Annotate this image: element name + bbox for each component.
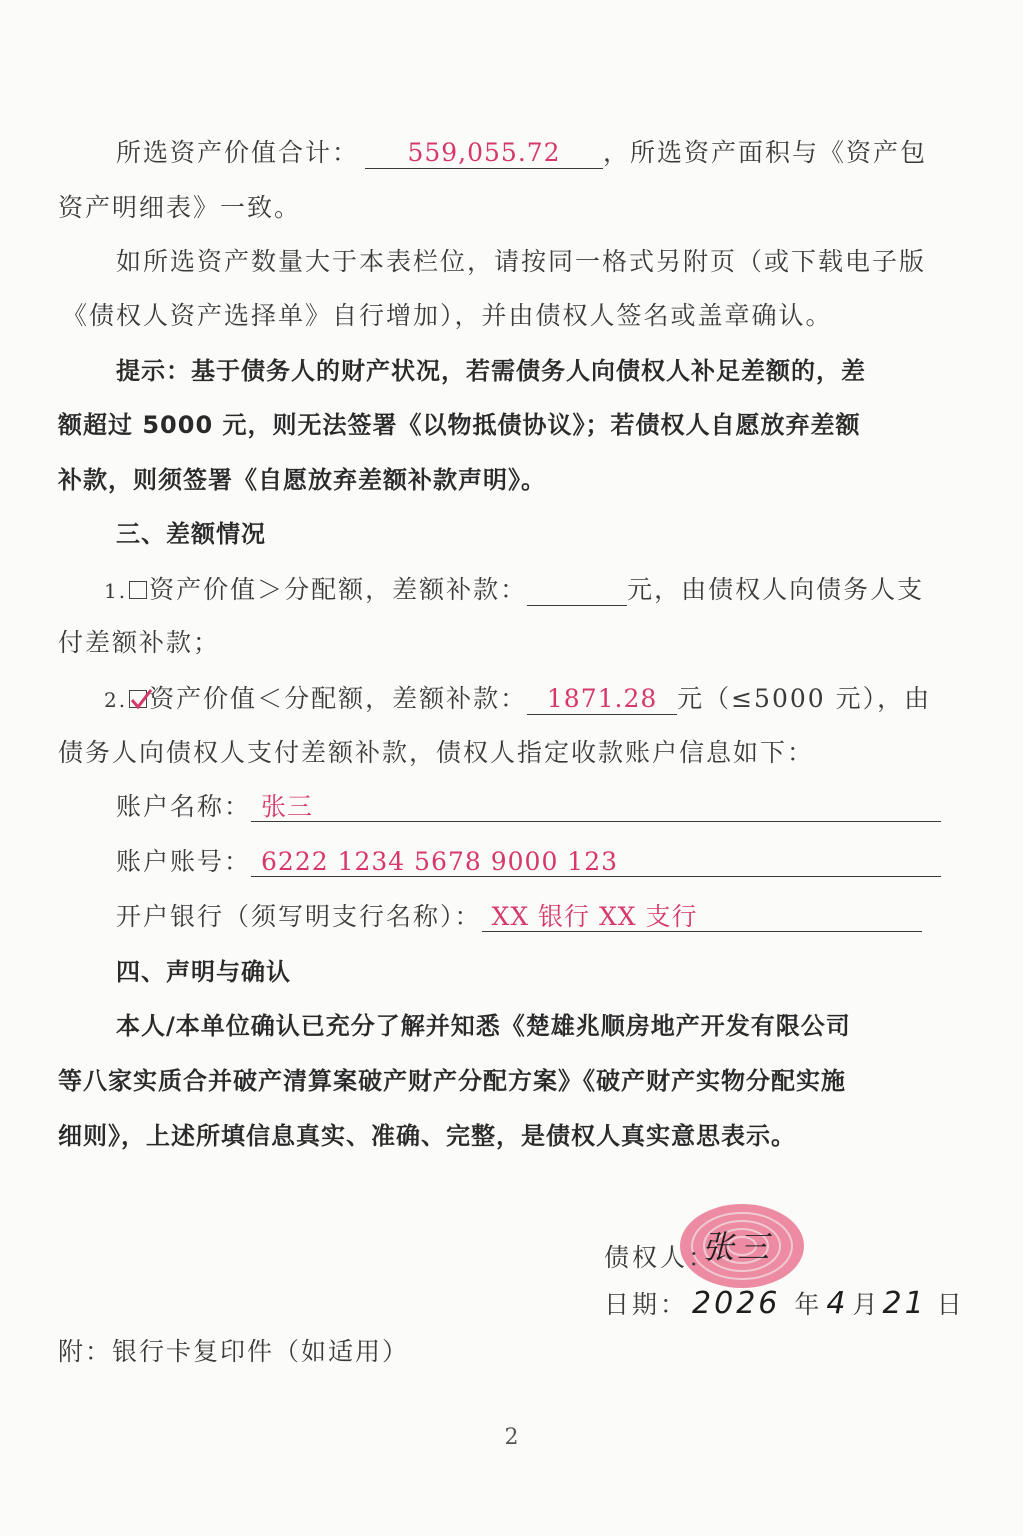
extra-page-line1: 如所选资产数量大于本表栏位，请按同一格式另附页（或下载电子版 xyxy=(116,247,927,276)
asset-value-line2: 资产明细表》一致。 xyxy=(58,193,302,222)
date-year-unit: 年 xyxy=(794,1290,823,1319)
creditor-signature: 张三 xyxy=(702,1228,773,1266)
option1-line xyxy=(104,575,924,606)
check-icon xyxy=(128,687,154,713)
option2-suffix: 元（≤5000 元），由 xyxy=(677,684,932,713)
creditor-line xyxy=(604,1230,786,1276)
option1-text: 资产价值＞分配额，差额补款： xyxy=(149,575,528,604)
bank-line xyxy=(116,902,922,932)
bank-label: 开户银行（须写明支行名称）： xyxy=(116,902,482,931)
bank-field[interactable]: XX 银行 XX 支行 xyxy=(482,902,922,932)
date-year: 2026 xyxy=(692,1286,781,1321)
attachment-note: 附：银行卡复印件（如适用） xyxy=(58,1337,410,1366)
account-number-line xyxy=(116,847,941,877)
option1-line2: 付差额补款； xyxy=(58,628,221,657)
declaration-line2: 等八家实质合并破产清算案破产财产分配方案》《破产财产实物分配实施 xyxy=(58,1067,846,1095)
asset-value-field[interactable]: 559,055.72 xyxy=(365,138,603,169)
option2-checkbox[interactable] xyxy=(129,690,147,708)
extra-page-line2: 《债权人资产选择单》自行增加），并由债权人签名或盖章确认。 xyxy=(62,301,833,330)
option2-line2: 债务人向债权人支付差额补款，债权人指定收款账户信息如下： xyxy=(58,738,815,767)
page-number: 2 xyxy=(504,1425,519,1450)
date-label: 日期： xyxy=(604,1290,689,1319)
option1-number: 1. xyxy=(104,579,128,603)
option2-text: 资产价值＜分配额，差额补款： xyxy=(149,684,528,713)
section4-heading: 四、声明与确认 xyxy=(116,958,291,986)
option1-checkbox[interactable] xyxy=(129,581,147,599)
option1-amount-field[interactable] xyxy=(527,575,627,606)
tip-line2: 额超过 5000 元，则无法签署《以物抵债协议》；若债权人自愿放弃差额 xyxy=(58,411,861,439)
date-day: 21 xyxy=(882,1286,927,1321)
date-line xyxy=(604,1285,965,1321)
declaration-line3: 细则》，上述所填信息真实、准确、完整，是债权人真实意思表示。 xyxy=(58,1122,796,1150)
account-name-field[interactable]: 张三 xyxy=(251,792,941,822)
declaration-line1: 本人/本单位确认已充分了解并知悉《楚雄兆顺房地产开发有限公司 xyxy=(116,1012,851,1040)
asset-value-suffix: ，所选资产面积与《资产包 xyxy=(603,138,928,167)
date-month: 4 xyxy=(826,1286,849,1321)
option2-line xyxy=(104,684,931,715)
tip-line1: 提示：基于债务人的财产状况，若需债务人向债权人补足差额的，差 xyxy=(116,357,866,385)
date-month-unit: 月 xyxy=(852,1290,881,1319)
account-name-label: 账户名称： xyxy=(116,792,252,821)
option2-amount-field[interactable]: 1871.28 xyxy=(527,684,677,715)
asset-value-label: 所选资产价值合计： xyxy=(116,138,360,167)
option1-suffix: 元，由债权人向债务人支 xyxy=(627,575,925,604)
account-number-field[interactable]: 6222 1234 5678 9000 123 xyxy=(251,847,941,877)
creditor-label: 债权人： xyxy=(604,1243,717,1272)
account-number-label: 账户账号： xyxy=(116,847,252,876)
section3-heading: 三、差额情况 xyxy=(116,520,266,548)
tip-line3: 补款，则须签署《自愿放弃差额补款声明》。 xyxy=(58,466,546,494)
account-name-line xyxy=(116,792,941,822)
asset-value-line xyxy=(116,138,927,169)
date-day-unit: 日 xyxy=(936,1290,965,1319)
option2-number: 2. xyxy=(104,688,128,712)
